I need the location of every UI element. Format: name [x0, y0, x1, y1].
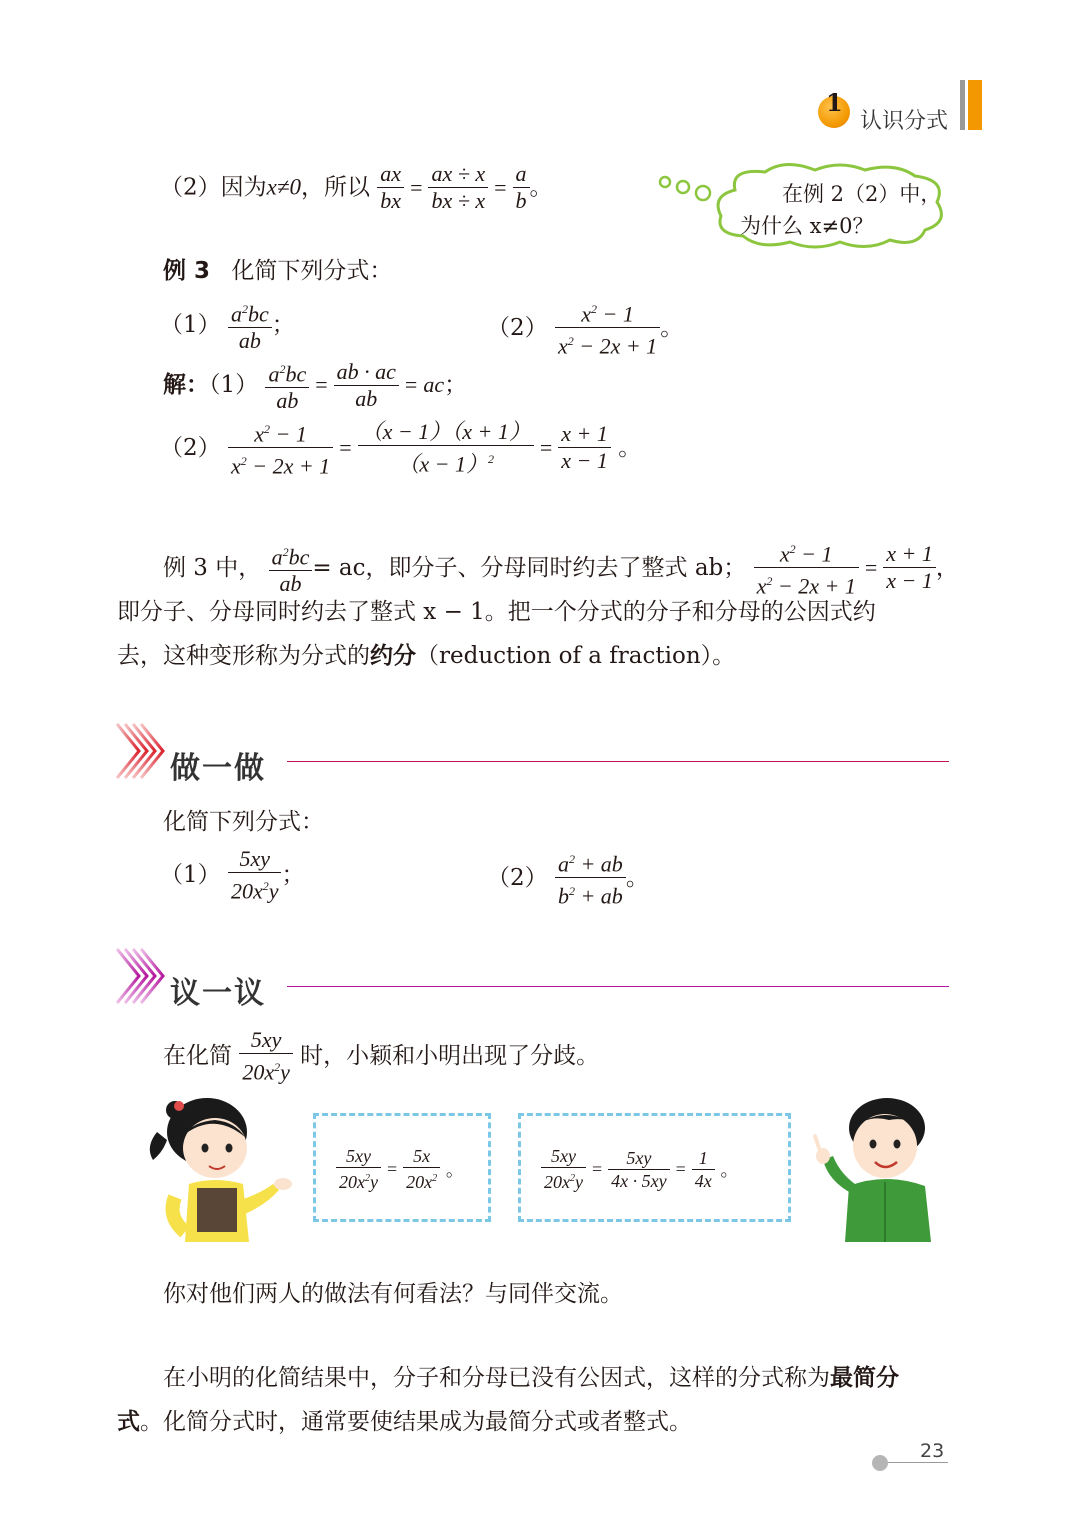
section-do-rule	[287, 761, 949, 762]
xm-frac-c: $\frac{1}{4x}$	[692, 1148, 715, 1191]
xiaoming-work: $\frac{5xy}{20x^2y}$ = $\frac{5xy}{4x \cdot 5xy}$ = $\frac{1}{4x}$ 。	[541, 1146, 739, 1192]
explanation-line-2: 即分子、分母同时约去了整式 x − 1。把一个分式的分子和分母的公因式约	[117, 599, 876, 625]
discuss-prompt	[163, 1028, 599, 1084]
xiaoying-work: $\frac{5xy}{20x^2y}$ = $\frac{5x}{20x^2}$ 。	[336, 1146, 464, 1192]
frac-a-b: $\frac{a}{b}$	[513, 162, 530, 213]
solution-1: 解：（1） $\frac{a^2bc}{ab}$ = $\frac{ab \cdot ac}{ab}$ = ac；	[163, 358, 468, 414]
discuss-prompt-post: 时，小颖和小明出现了分歧。	[300, 1043, 600, 1070]
intro-suffix: ，所以	[300, 174, 370, 201]
example3-item2: （2） $\frac{x^2 - 1}{x^2 - 2x + 1}$ 。	[487, 297, 683, 359]
conclusion-post: 。化简分式时，通常要使结果成为最简分式或者整式。	[140, 1409, 692, 1435]
section-discuss-title: 议一议	[170, 976, 266, 1011]
xm-frac-a: $\frac{5xy}{20x^2y}$	[541, 1146, 586, 1192]
header-bar-thick	[968, 80, 982, 130]
term-simplest-b: 式	[117, 1409, 140, 1435]
xm-frac-b: $\frac{5xy}{4x \cdot 5xy}$	[608, 1148, 669, 1191]
sol2-frac-a: $\frac{x^2 - 1}{x^2 - 2x + 1}$	[228, 417, 333, 479]
bubble-line-2: 为什么 x≠0？	[740, 214, 874, 238]
discuss-frac: $\frac{5xy}{20x^2y}$	[239, 1028, 293, 1084]
item1-label: （1）	[160, 312, 221, 339]
chapter-title: 认识分式	[860, 109, 949, 134]
header-bar-thin	[960, 80, 965, 130]
example3-task: 化简下列分式：	[231, 258, 393, 284]
explanation-line-1: 例 3 中， $\frac{a^2bc}{ab}$ = ac，即分子、分母同时约去了整式 ab； $\frac{x^2 - 1}{x^2 - 2x + 1}$ = $\frac{x + 1}{x - 1}$ ，	[163, 537, 959, 599]
example3-label: 例 3	[163, 258, 211, 284]
girl-illustration	[145, 1092, 305, 1252]
section-do-item2: （2） $\frac{a^2 + ab}{b^2 + ab}$ 。	[487, 847, 649, 909]
boy-illustration	[805, 1090, 945, 1250]
chapter-number: 1	[826, 88, 843, 117]
term-reduction: 约分	[370, 643, 416, 669]
sol1-label: （1）	[209, 372, 259, 399]
conclusion-line-2	[117, 1400, 692, 1444]
section-do-title: 做一做	[170, 751, 266, 786]
item2-label: （2）	[487, 314, 548, 341]
expl-frac-x2: $\frac{x^2 - 1}{x^2 - 2x + 1}$	[754, 537, 859, 599]
explanation-line-3	[117, 634, 735, 678]
page-dot	[872, 1455, 888, 1471]
expl-prefix: 例 3 中，	[163, 554, 262, 581]
intro-line: （2）因为x≠0，所以 $\frac{ax}{bx}$ = $\frac{ax \div x}{bx \div x}$ = $\frac{a}{b}$ 。	[160, 161, 553, 213]
do-item2-label: （2）	[487, 864, 548, 891]
example3-item1: （1） $\frac{a^2bc}{ab}$ ；	[160, 297, 295, 353]
frac-ax-bx: $\frac{ax}{bx}$	[377, 162, 404, 213]
do-item1-label: （1）	[160, 862, 221, 889]
section-discuss-rule	[287, 986, 949, 987]
sol2-frac-c: $\frac{x + 1}{x - 1}$	[558, 422, 611, 473]
frac-ax-div: $\frac{ax \div x}{bx \div x}$	[428, 162, 488, 213]
page-number: 23	[920, 1440, 945, 1462]
intro-prefix: （2）因为	[160, 174, 267, 201]
solution-2: （2） $\frac{x^2 - 1}{x^2 - 2x + 1}$ = $\frac{(x - 1)(x + 1)}{(x - 1)^2}$ = $\frac{x + 1}{x - 1}$ 。	[160, 418, 642, 479]
do-frac-a2ab: $\frac{a^2 + ab}{b^2 + ab}$	[555, 847, 626, 909]
sol2-label: （2）	[160, 434, 221, 461]
sol1-frac-b: $\frac{ab \cdot ac}{ab}$	[334, 360, 399, 411]
do-frac-5xy: $\frac{5xy}{20x^2y}$	[228, 847, 282, 903]
page-line	[888, 1462, 948, 1463]
expl-mid: = ac，即分子、分母同时约去了整式 ab；	[312, 554, 747, 581]
xy-frac-b: $\frac{5x}{20x^2}$	[403, 1146, 440, 1192]
intro-condition: x≠0	[266, 174, 301, 200]
sol2-frac-b: $\frac{(x - 1)(x + 1)}{(x - 1)^2}$	[358, 420, 534, 476]
discuss-question: 你对他们两人的做法有何看法？与同伴交流。	[163, 1281, 623, 1307]
conclusion-line-1	[163, 1356, 899, 1400]
expl-line3-pre: 去，这种变形称为分式的	[117, 643, 370, 669]
example3-header	[163, 257, 392, 285]
section-do-task: 化简下列分式：	[163, 809, 324, 835]
sol1-frac-a: $\frac{a^2bc}{ab}$	[265, 357, 309, 413]
discuss-prompt-pre: 在化简	[163, 1043, 232, 1070]
conclusion-pre: 在小明的化简结果中，分子和分母已没有公因式，这样的分式称为	[163, 1365, 830, 1391]
section-arrow-icon	[115, 722, 167, 780]
expl-frac-a2bc: $\frac{a^2bc}{ab}$	[269, 540, 313, 596]
xy-frac-a: $\frac{5xy}{20x^2y}$	[336, 1146, 381, 1192]
section-arrow-icon-2	[115, 947, 167, 1005]
solution-label: 解：	[163, 372, 209, 399]
frac-a2bc-ab: $\frac{a^2bc}{ab}$	[228, 297, 272, 353]
section-do-item1: （1） $\frac{5xy}{20x^2y}$ ；	[160, 846, 305, 904]
bubble-line-1: 在例 2（2）中，	[782, 182, 942, 206]
expl-frac-x1: $\frac{x + 1}{x - 1}$	[883, 542, 936, 593]
term-simplest-a: 最简分	[830, 1365, 899, 1391]
frac-x2-1: $\frac{x^2 - 1}{x^2 - 2x + 1}$	[555, 297, 660, 359]
expl-line3-post: （reduction of a fraction）。	[416, 643, 736, 669]
